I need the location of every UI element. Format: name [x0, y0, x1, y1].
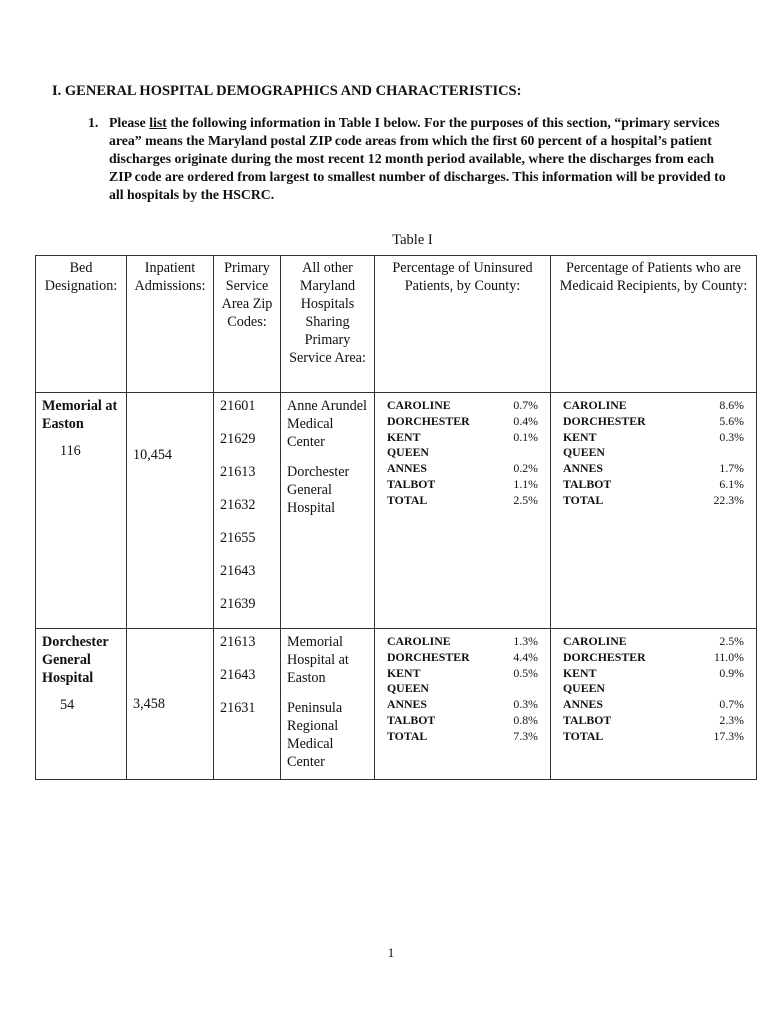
other-hospitals-cell — [281, 629, 375, 780]
header-inpatient-admissions: Inpatient Admissions: — [127, 256, 214, 393]
table-header-row — [36, 256, 757, 393]
table-row — [36, 393, 757, 629]
county-row: QUEEN — [387, 445, 429, 459]
county-row: DORCHESTER 5.6% — [563, 414, 744, 428]
uninsured-cell — [375, 629, 551, 780]
other-hospitals-cell — [281, 393, 375, 629]
county-row: KENT 0.3% — [563, 430, 744, 444]
table-row — [36, 629, 757, 780]
bed-count: 54 — [60, 697, 75, 713]
county-total-row: TOTAL 7.3% — [387, 729, 538, 743]
instruction-text: Please list the following information in Table I below. For the purposes of this section, “primary services area” means the Maryland postal ZIP code areas from which the first 60 percent of a hospital’s patient discharges originate during the most recent 12 month period available, where the discharges from each ZIP code are ordered from largest to smallest number of discharges. This information will be provided to all hospitals by the HSCRC. — [109, 115, 726, 202]
zip-code: 21643 — [220, 563, 256, 579]
zip-code: 21601 — [220, 398, 256, 414]
county-row: KENT 0.1% — [387, 430, 538, 444]
other-hospital: Anne Arundel Medical Center — [287, 398, 367, 450]
zip-code: 21629 — [220, 431, 256, 447]
county-row: ANNES 0.2% — [387, 461, 538, 475]
uninsured-cell — [375, 393, 551, 629]
admissions-value: 10,454 — [133, 447, 173, 463]
zip-codes-cell — [214, 393, 281, 629]
medicaid-cell — [551, 629, 757, 780]
county-total-row: TOTAL 17.3% — [563, 729, 744, 743]
hospital-name: Memorial at Easton — [42, 398, 118, 432]
county-row: DORCHESTER 0.4% — [387, 414, 538, 428]
zip-code: 21631 — [220, 700, 256, 716]
county-row: ANNES 1.7% — [563, 461, 744, 475]
county-row: ANNES 0.7% — [563, 697, 744, 711]
medicaid-cell — [551, 393, 757, 629]
zip-codes-cell — [214, 629, 281, 780]
county-total-row: TOTAL 2.5% — [387, 493, 538, 507]
county-row: TALBOT 0.8% — [387, 713, 538, 727]
other-hospital: Memorial Hospital at Easton — [287, 634, 349, 686]
county-row: DORCHESTER 4.4% — [387, 650, 538, 664]
zip-code: 21639 — [220, 596, 256, 612]
table-caption: Table I — [392, 232, 433, 248]
county-row: DORCHESTER 11.0% — [563, 650, 744, 664]
other-hospital: Dorchester General Hospital — [287, 464, 350, 516]
page-number: 1 — [387, 945, 395, 960]
county-row: CAROLINE 2.5% — [563, 634, 744, 648]
county-row: QUEEN — [563, 681, 605, 695]
admissions-value: 3,458 — [133, 696, 165, 712]
instruction-paragraph — [88, 114, 738, 204]
bed-designation-cell — [36, 393, 127, 629]
zip-code: 21643 — [220, 667, 256, 683]
list-emphasis: list — [149, 115, 167, 130]
county-total-row: TOTAL 22.3% — [563, 493, 744, 507]
county-row: CAROLINE 1.3% — [387, 634, 538, 648]
county-row: KENT 0.5% — [387, 666, 538, 680]
county-row: KENT 0.9% — [563, 666, 744, 680]
item-number: 1. — [88, 115, 99, 130]
county-row: CAROLINE 8.6% — [563, 398, 744, 412]
county-row: ANNES 0.3% — [387, 697, 538, 711]
header-primary-zip-codes: Primary Service Area Zip Codes: — [214, 256, 281, 393]
hospital-demographics-table — [35, 255, 757, 780]
admissions-cell — [127, 393, 214, 629]
county-row: TALBOT 6.1% — [563, 477, 744, 491]
zip-code: 21613 — [220, 464, 256, 480]
other-hospital: Peninsula Regional Medical Center — [287, 700, 343, 770]
zip-code: 21655 — [220, 530, 256, 546]
county-row: QUEEN — [563, 445, 605, 459]
bed-count: 116 — [60, 443, 81, 459]
header-medicaid-pct: Percentage of Patients who are Medicaid Recipients, by County: — [551, 256, 757, 393]
header-uninsured-pct: Percentage of Uninsured Patients, by County: — [375, 256, 551, 393]
zip-code: 21632 — [220, 497, 256, 513]
header-other-hospitals: All other Maryland Hospitals Sharing Primary Service Area: — [281, 256, 375, 393]
county-row: TALBOT 1.1% — [387, 477, 538, 491]
county-row: TALBOT 2.3% — [563, 713, 744, 727]
section-title: I. GENERAL HOSPITAL DEMOGRAPHICS AND CHARACTERISTICS: — [52, 83, 522, 99]
county-row: CAROLINE 0.7% — [387, 398, 538, 412]
county-row: QUEEN — [387, 681, 429, 695]
zip-code: 21613 — [220, 634, 256, 650]
bed-designation-cell — [36, 629, 127, 780]
hospital-name: Dorchester General Hospital — [42, 634, 109, 686]
admissions-cell — [127, 629, 214, 780]
header-bed-designation: Bed Designation: — [36, 256, 127, 393]
